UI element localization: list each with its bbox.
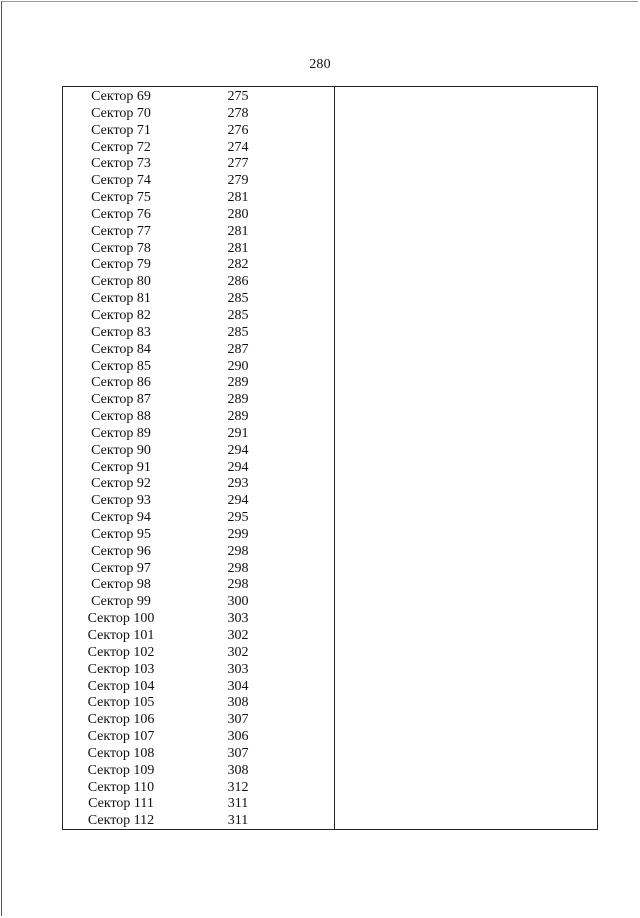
sector-name: Сектор 102 xyxy=(87,644,155,660)
table-row xyxy=(63,611,334,628)
sector-value: 306 xyxy=(227,729,249,745)
sector-name: Сектор 90 xyxy=(91,442,151,458)
table-row xyxy=(63,662,334,679)
sector-name: Сектор 69 xyxy=(91,89,151,104)
sector-value: 295 xyxy=(227,510,249,526)
sector-value: 293 xyxy=(227,476,249,492)
table-row xyxy=(63,325,334,342)
sector-name: Сектор 75 xyxy=(91,190,151,206)
sector-value: 287 xyxy=(227,341,249,357)
table-row xyxy=(63,224,334,241)
table-row xyxy=(63,763,334,780)
sector-value: 303 xyxy=(227,611,249,627)
sector-value: 304 xyxy=(227,678,249,694)
table-row xyxy=(63,594,334,611)
sector-value: 311 xyxy=(227,813,249,829)
sector-value: 276 xyxy=(227,122,249,138)
sector-name: Сектор 105 xyxy=(87,695,155,711)
sector-name: Сектор 98 xyxy=(91,577,151,593)
table-row xyxy=(63,190,334,207)
sector-name: Сектор 71 xyxy=(91,122,151,138)
sector-name: Сектор 95 xyxy=(91,526,151,542)
table-row xyxy=(63,173,334,190)
sector-value: 291 xyxy=(227,425,249,441)
table-row xyxy=(63,746,334,763)
table-row xyxy=(63,392,334,409)
table-row xyxy=(63,89,334,106)
sector-value: 277 xyxy=(227,156,249,172)
sector-value: 294 xyxy=(227,442,249,458)
table-row xyxy=(63,460,334,477)
sector-value: 294 xyxy=(227,493,249,509)
sector-name: Сектор 110 xyxy=(87,779,155,795)
sector-value: 285 xyxy=(227,324,249,340)
table-row xyxy=(63,510,334,527)
table-row xyxy=(63,241,334,258)
sector-value: 303 xyxy=(227,661,249,677)
sector-name: Сектор 85 xyxy=(91,358,151,374)
sector-value: 289 xyxy=(227,392,249,408)
table-row xyxy=(63,493,334,510)
sector-name: Сектор 89 xyxy=(91,425,151,441)
sector-name: Сектор 112 xyxy=(87,813,155,829)
table-row xyxy=(63,527,334,544)
sector-value: 308 xyxy=(227,695,249,711)
sector-name: Сектор 74 xyxy=(91,173,151,189)
table-row xyxy=(63,207,334,224)
table-row xyxy=(63,628,334,645)
sector-name: Сектор 111 xyxy=(88,796,154,812)
sector-name: Сектор 104 xyxy=(87,678,155,694)
sector-value: 294 xyxy=(227,459,249,475)
table-rows xyxy=(63,89,334,830)
sector-name: Сектор 83 xyxy=(91,324,151,340)
table-row xyxy=(63,375,334,392)
sector-name: Сектор 96 xyxy=(91,543,151,559)
sector-name: Сектор 100 xyxy=(87,611,155,627)
sector-name: Сектор 72 xyxy=(91,139,151,155)
sector-value: 307 xyxy=(227,745,249,761)
sector-name: Сектор 82 xyxy=(91,307,151,323)
table-row xyxy=(63,156,334,173)
sector-name: Сектор 101 xyxy=(87,628,155,643)
sector-name: Сектор 84 xyxy=(91,341,151,357)
sector-value: 279 xyxy=(227,173,249,189)
sector-name: Сектор 94 xyxy=(91,510,151,526)
sector-value: 298 xyxy=(227,560,249,576)
sector-name: Сектор 92 xyxy=(91,476,151,492)
sector-name: Сектор 93 xyxy=(91,493,151,509)
table-row xyxy=(63,476,334,493)
sector-name: Сектор 107 xyxy=(87,729,155,745)
sector-value: 275 xyxy=(227,89,249,104)
table-row xyxy=(63,712,334,729)
sector-name: Сектор 91 xyxy=(91,459,151,475)
sector-name: Сектор 99 xyxy=(91,594,151,610)
sector-value: 286 xyxy=(227,274,249,290)
sector-value: 289 xyxy=(227,375,249,391)
sector-value: 289 xyxy=(227,409,249,425)
sector-value: 282 xyxy=(227,257,249,273)
sector-value: 307 xyxy=(227,712,249,728)
sector-name: Сектор 78 xyxy=(91,240,151,256)
table-row xyxy=(63,544,334,561)
table-row xyxy=(63,257,334,274)
sector-name: Сектор 73 xyxy=(91,156,151,172)
sector-name: Сектор 76 xyxy=(91,206,151,222)
table-row xyxy=(63,780,334,797)
table-row xyxy=(63,308,334,325)
sector-value: 285 xyxy=(227,291,249,307)
table-row xyxy=(63,577,334,594)
sector-name: Сектор 70 xyxy=(91,105,151,121)
table-row xyxy=(63,443,334,460)
sector-value: 278 xyxy=(227,105,249,121)
sector-value: 274 xyxy=(227,139,249,155)
sector-name: Сектор 80 xyxy=(91,274,151,290)
sector-value: 298 xyxy=(227,577,249,593)
sector-value: 285 xyxy=(227,307,249,323)
table-row xyxy=(63,645,334,662)
table-row xyxy=(63,426,334,443)
sector-value: 281 xyxy=(227,240,249,256)
sector-value: 311 xyxy=(227,796,249,812)
table-row xyxy=(63,342,334,359)
sector-value: 281 xyxy=(227,190,249,206)
sector-name: Сектор 109 xyxy=(87,762,155,778)
table-row xyxy=(63,291,334,308)
table-row xyxy=(63,140,334,157)
table-row xyxy=(63,409,334,426)
sector-value: 299 xyxy=(227,526,249,542)
table-row xyxy=(63,274,334,291)
table-row xyxy=(63,729,334,746)
table-row xyxy=(63,796,334,813)
sector-name: Сектор 97 xyxy=(91,560,151,576)
sector-value: 302 xyxy=(227,644,249,660)
table-row xyxy=(63,679,334,696)
sector-name: Сектор 106 xyxy=(87,712,155,728)
sector-name: Сектор 108 xyxy=(87,745,155,761)
sector-name: Сектор 81 xyxy=(91,291,151,307)
sector-value: 300 xyxy=(227,594,249,610)
table-row xyxy=(63,106,334,123)
sector-value: 298 xyxy=(227,543,249,559)
page-number: 280 xyxy=(309,57,331,72)
sector-value: 302 xyxy=(227,628,249,643)
sector-name: Сектор 88 xyxy=(91,409,151,425)
sector-table xyxy=(62,86,598,830)
table-row xyxy=(63,359,334,376)
sector-value: 281 xyxy=(227,223,249,239)
sector-value: 312 xyxy=(227,779,249,795)
sector-name: Сектор 87 xyxy=(91,392,151,408)
sector-value: 308 xyxy=(227,762,249,778)
sector-name: Сектор 103 xyxy=(87,661,155,677)
sector-value: 290 xyxy=(227,358,249,374)
column-divider xyxy=(334,87,335,829)
sector-name: Сектор 86 xyxy=(91,375,151,391)
sector-value: 280 xyxy=(227,206,249,222)
table-row xyxy=(63,813,334,830)
sector-name: Сектор 79 xyxy=(91,257,151,273)
sector-name: Сектор 77 xyxy=(91,223,151,239)
table-row xyxy=(63,695,334,712)
table-row xyxy=(63,123,334,140)
table-row xyxy=(63,561,334,578)
